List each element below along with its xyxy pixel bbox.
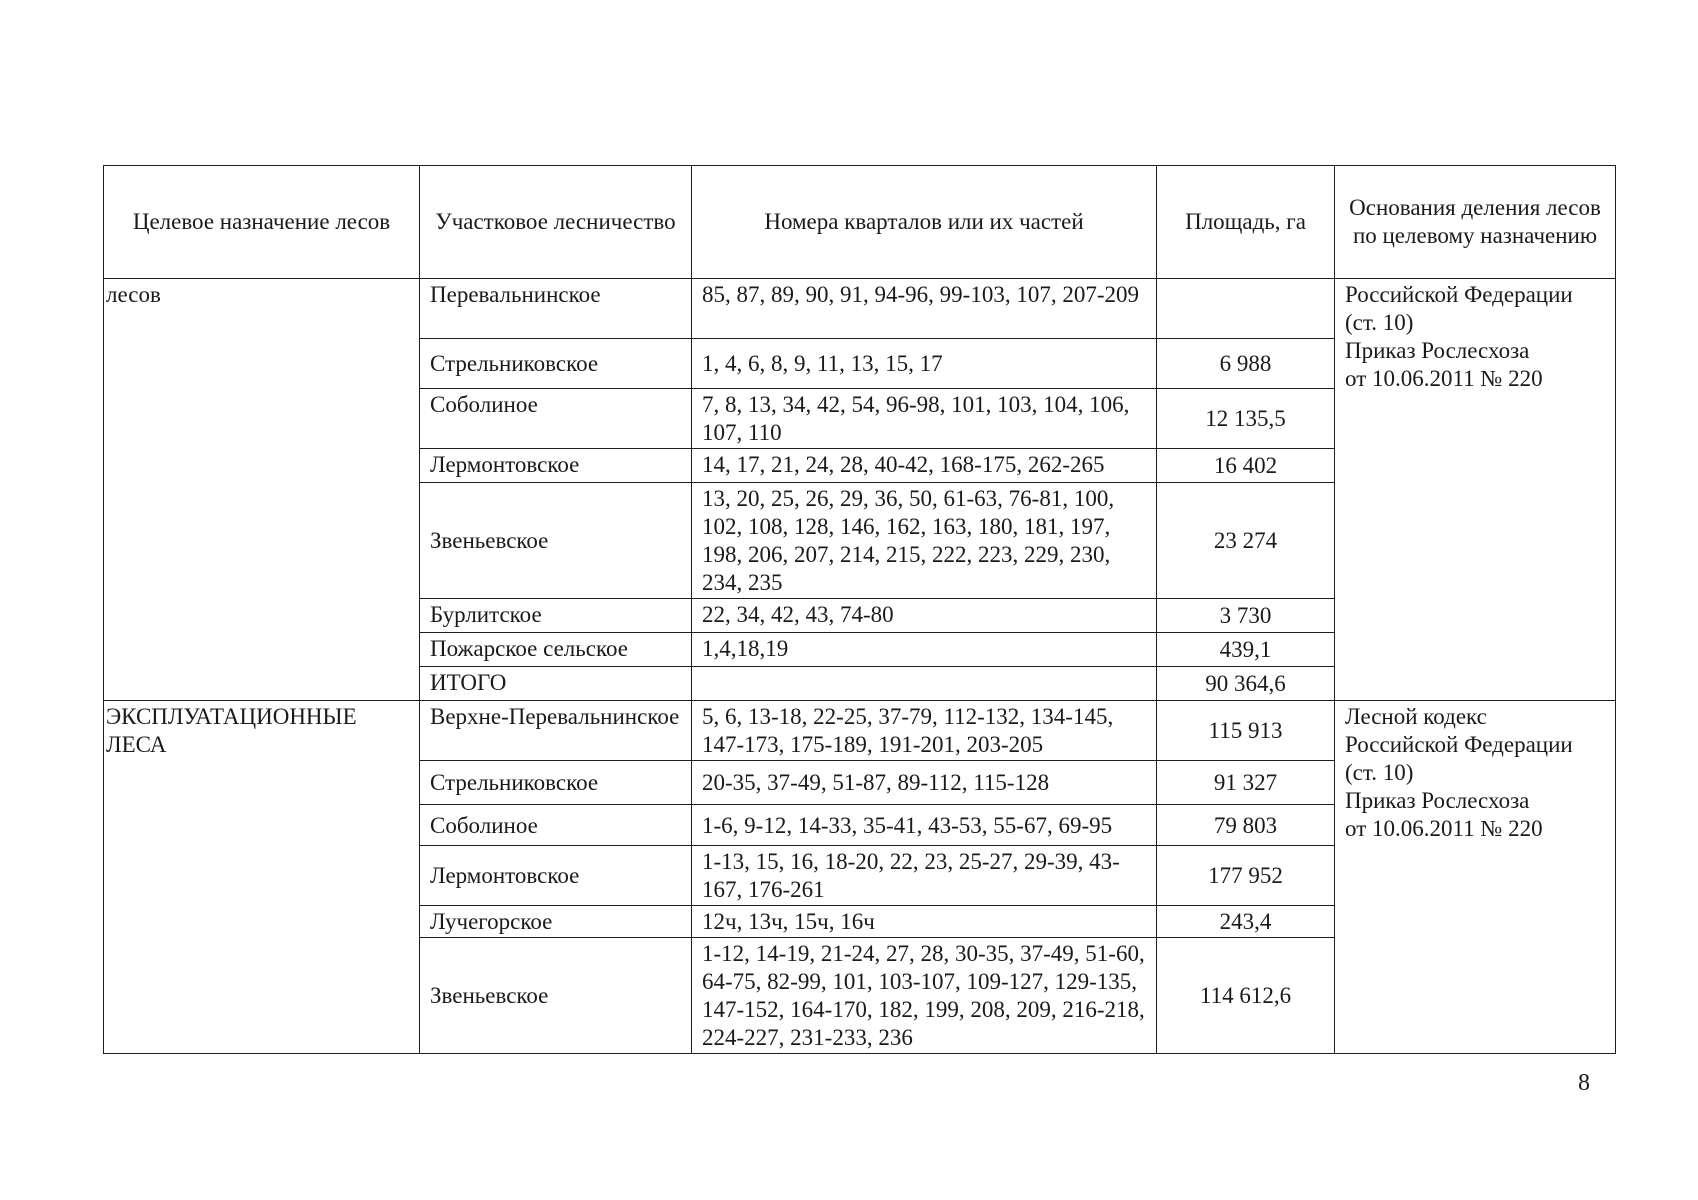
quarters-cell: 85, 87, 89, 90, 91, 94-96, 99-103, 107, 207-209 [692,279,1157,339]
district-cell: Перевальнинское [420,279,692,339]
quarters-cell: 5, 6, 13-18, 22-25, 37-79, 112-132, 134-145, 147-173, 175-189, 191-201, 203-205 [692,701,1157,761]
area-cell: 23 274 [1157,483,1335,599]
page-number: 8 [1578,1070,1590,1096]
area-cell: 79 803 [1157,805,1335,846]
basis-line: Российской Федерации [1345,282,1573,307]
district-cell: Звеньевское [420,483,692,599]
basis-line: Приказ Рослесхоза [1345,338,1530,363]
basis-cell [1335,701,1616,1054]
basis-line: (ст. 10) [1345,760,1414,785]
district-cell: Лермонтовское [420,449,692,483]
quarters-cell: 7, 8, 13, 34, 42, 54, 96-98, 101, 103, 104, 106, 107, 110 [692,389,1157,449]
district-cell: Пожарское сельское [420,633,692,667]
quarters-cell: 1,4,18,19 [692,633,1157,667]
table-header-row [104,166,1616,279]
district-cell: Лучегорское [420,906,692,938]
district-cell: Соболиное [420,805,692,846]
purpose-cell: лесов [104,279,420,701]
header-purpose: Целевое назначение лесов [104,166,420,279]
header-quarters: Номера кварталов или их частей [692,166,1157,279]
area-cell: 91 327 [1157,761,1335,805]
basis-line: Лесной кодекс [1345,704,1487,729]
basis-line: (ст. 10) [1345,310,1414,335]
quarters-cell: 12ч, 13ч, 15ч, 16ч [692,906,1157,938]
area-cell: 114 612,6 [1157,938,1335,1054]
area-cell [1157,279,1335,339]
basis-line: Российской Федерации [1345,732,1573,757]
header-area: Площадь, га [1157,166,1335,279]
quarters-cell: 1-13, 15, 16, 18-20, 22, 23, 25-27, 29-39, 43-167, 176-261 [692,846,1157,906]
quarters-cell: 1, 4, 6, 8, 9, 11, 13, 15, 17 [692,339,1157,389]
area-cell: 115 913 [1157,701,1335,761]
quarters-cell: 1-12, 14-19, 21-24, 27, 28, 30-35, 37-49, 51-60, 64-75, 82-99, 101, 103-107, 109-127, 129-135, 147-152, 164-170, 182, 199, 208, 209, 216-218, 224-227, 231-233, 236 [692,938,1157,1054]
quarters-cell: 20-35, 37-49, 51-87, 89-112, 115-128 [692,761,1157,805]
basis-cell [1335,279,1616,701]
district-cell: Звеньевское [420,938,692,1054]
header-basis: Основания деления лесов по целевому назначению [1335,166,1616,279]
area-cell: 439,1 [1157,633,1335,667]
forest-division-table [103,165,1616,1054]
district-cell: Бурлитское [420,599,692,633]
quarters-cell: 1-6, 9-12, 14-33, 35-41, 43-53, 55-67, 69-95 [692,805,1157,846]
area-cell: 12 135,5 [1157,389,1335,449]
district-cell: Верхне-Перевальнинское [420,701,692,761]
purpose-cell: ЭКСПЛУАТАЦИОННЫЕ ЛЕСА [104,701,420,1054]
quarters-cell: 14, 17, 21, 24, 28, 40-42, 168-175, 262-265 [692,449,1157,483]
quarters-cell [692,667,1157,701]
total-value: 90 364,6 [1157,667,1335,701]
district-cell: Соболиное [420,389,692,449]
table-row [104,279,1616,339]
area-cell: 243,4 [1157,906,1335,938]
table-row [104,701,1616,761]
header-district: Участковое лесничество [420,166,692,279]
area-cell: 177 952 [1157,846,1335,906]
area-cell: 6 988 [1157,339,1335,389]
total-label: ИТОГО [420,667,692,701]
basis-line: от 10.06.2011 № 220 [1345,366,1543,391]
district-cell: Лермонтовское [420,846,692,906]
quarters-cell: 13, 20, 25, 26, 29, 36, 50, 61-63, 76-81, 100, 102, 108, 128, 146, 162, 163, 180, 181, 197, 198, 206, 207, 214, 215, 222, 223, 229, 230, 234, 235 [692,483,1157,599]
basis-line: Приказ Рослесхоза [1345,788,1530,813]
area-cell: 3 730 [1157,599,1335,633]
area-cell: 16 402 [1157,449,1335,483]
district-cell: Стрельниковское [420,339,692,389]
quarters-cell: 22, 34, 42, 43, 74-80 [692,599,1157,633]
basis-line: от 10.06.2011 № 220 [1345,816,1543,841]
district-cell: Стрельниковское [420,761,692,805]
